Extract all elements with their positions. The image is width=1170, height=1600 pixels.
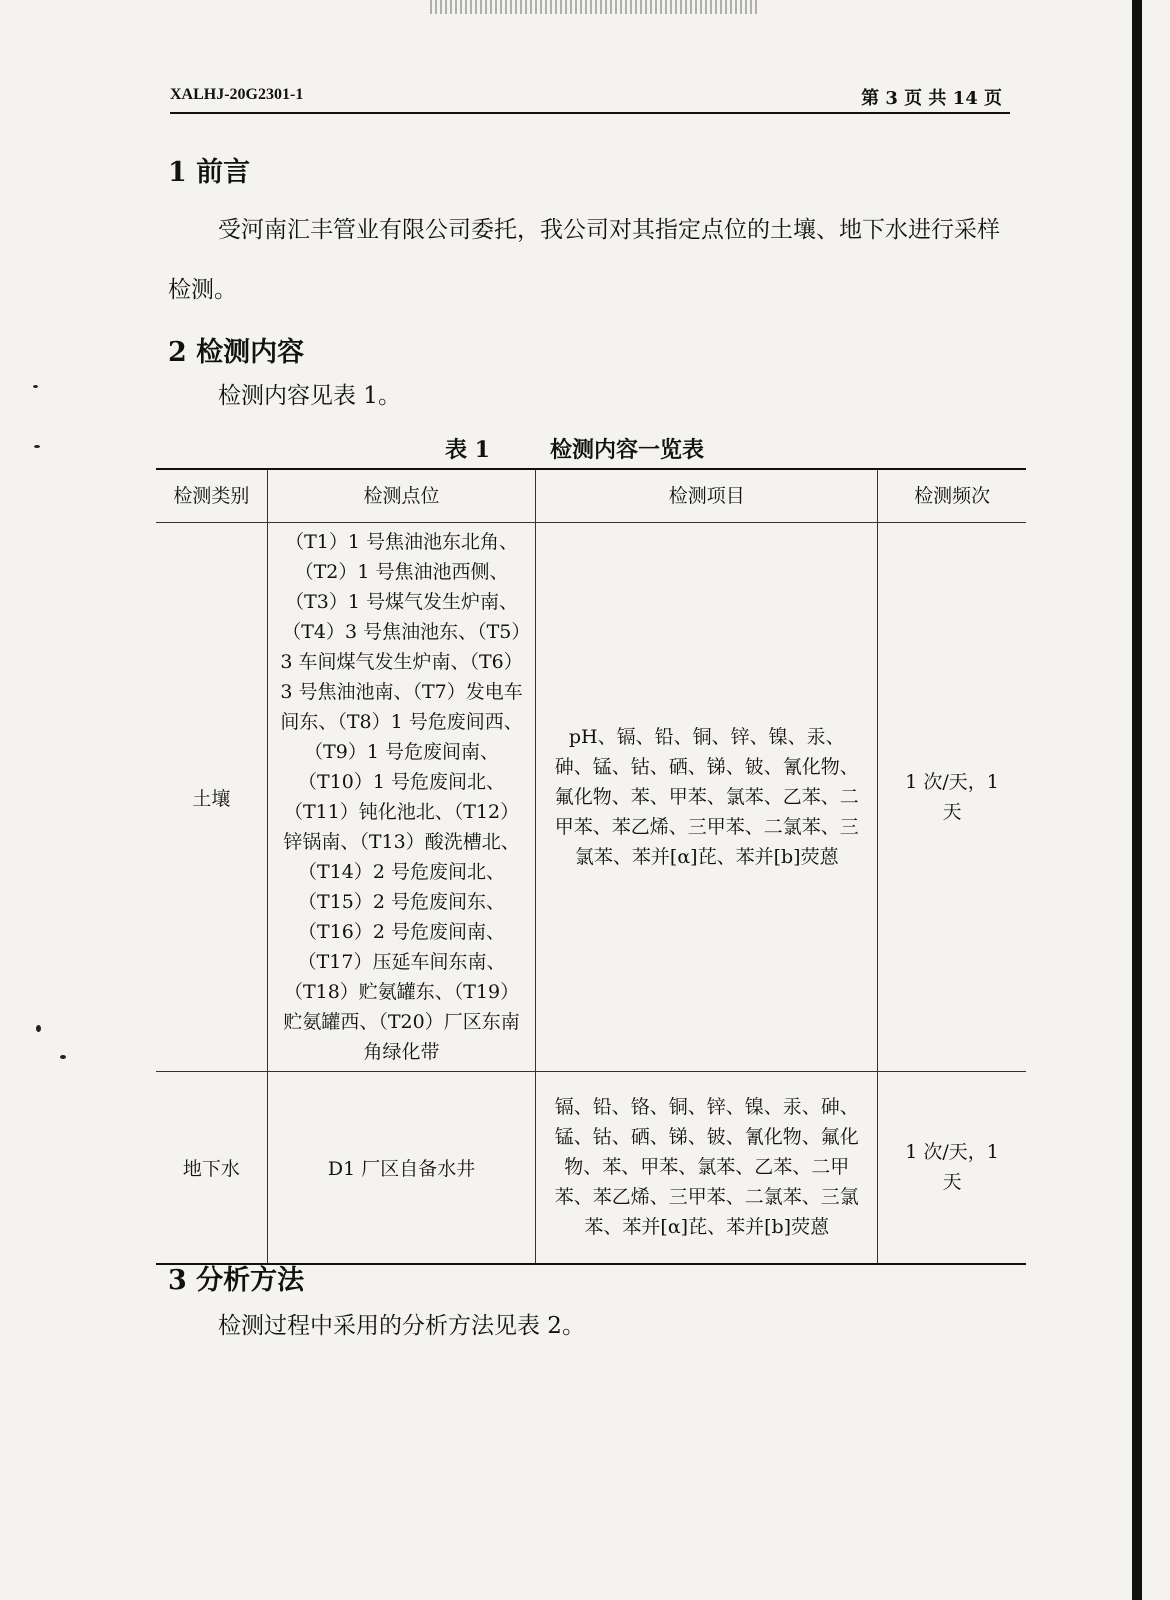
scan-speck — [34, 445, 40, 448]
table-row — [156, 523, 1026, 1072]
document-id: XALHJ-20G2301-1 — [170, 86, 304, 103]
scan-noise — [430, 0, 760, 14]
frequency-text: 1 次/天，1 天 — [905, 771, 999, 823]
table-title: 检测内容一览表 — [549, 437, 704, 463]
cell-frequency — [878, 523, 1026, 1072]
scan-speck — [60, 1055, 66, 1059]
page-header — [170, 84, 1010, 114]
scan-speck — [36, 1025, 41, 1032]
items-text: 镉、铅、铬、铜、锌、镍、汞、砷、锰、钴、硒、锑、铍、氰化物、氟化物、苯、甲苯、氯苯、乙苯、二甲苯、苯乙烯、三甲苯、二氯苯、三氯苯、苯并[α]芘、苯并[b]荧蒽 — [554, 1096, 859, 1239]
table-row — [156, 1072, 1026, 1264]
table-caption — [445, 433, 704, 464]
cell-frequency — [878, 1072, 1026, 1264]
content-paragraph: 检测内容见表 1。 — [218, 383, 401, 409]
cell-items — [536, 1072, 878, 1264]
cell-category: 土壤 — [156, 523, 267, 1072]
header-frequency: 检测频次 — [878, 469, 1026, 523]
table-header-row — [156, 469, 1026, 523]
table-number: 表 1 — [445, 437, 490, 463]
points-text: （T1）1 号焦油池东北角、（T2）1 号焦油池西侧、（T3）1 号煤气发生炉南、（T4）3 号焦油池东、（T5）3 车间煤气发生炉南、（T6）3 号焦油池南、（T7）发电车间东、（T8）1 号危废间西、（T9）1 号危废间南、（T10）1 号危废间北、（T11）钝化池北、（T12）锌锅南、（T13）酸洗槽北、（T14）2 号危废间北、（T15）2 号危废间东、（T16）2 号危废间南、（T17）压延车间东南、（T18）贮氨罐东、（T19）贮氨罐西、（T20）厂区东南角绿化带 — [280, 531, 523, 1063]
cell-points — [267, 523, 536, 1072]
cell-category: 地下水 — [156, 1072, 267, 1264]
section-heading-preface: 1 前言 — [168, 157, 251, 188]
header-items: 检测项目 — [536, 469, 878, 523]
scan-edge — [1132, 0, 1142, 1600]
cell-points: D1 厂区自备水井 — [267, 1072, 536, 1264]
header-points: 检测点位 — [267, 469, 536, 523]
section-heading-methods: 3 分析方法 — [168, 1265, 305, 1296]
detection-content-table — [156, 468, 1026, 1265]
cell-items — [536, 523, 878, 1072]
scan-speck — [33, 385, 38, 388]
preface-paragraph: 受河南汇丰管业有限公司委托，我公司对其指定点位的土壤、地下水进行采样检测。 — [168, 217, 1000, 303]
header-category: 检测类别 — [156, 469, 267, 523]
methods-paragraph: 检测过程中采用的分析方法见表 2。 — [218, 1313, 585, 1339]
frequency-text: 1 次/天，1 天 — [905, 1141, 999, 1194]
items-text: pH、镉、铅、铜、锌、镍、汞、砷、锰、钴、硒、锑、铍、氰化物、氟化物、苯、甲苯、氯苯、乙苯、二甲苯、苯乙烯、三甲苯、二氯苯、三氯苯、苯并[α]芘、苯并[b]荧蒽 — [554, 726, 859, 868]
section-heading-content: 2 检测内容 — [168, 337, 305, 368]
page-number: 第 3 页 共 14 页 — [861, 88, 1002, 109]
